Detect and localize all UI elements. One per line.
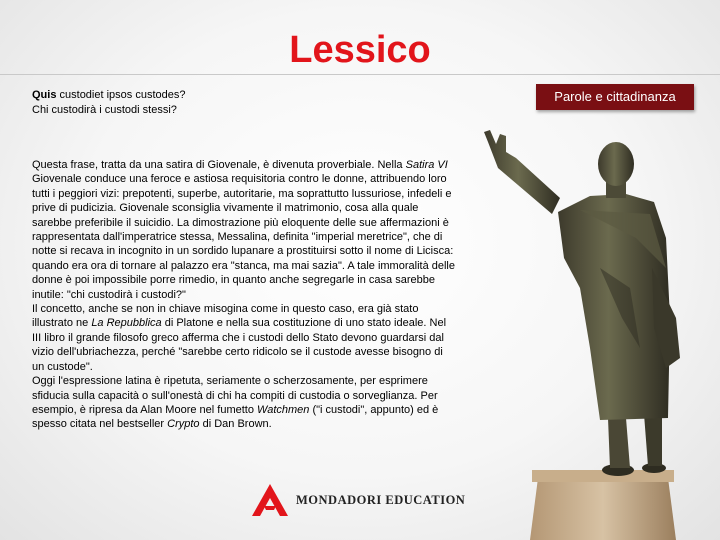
publisher-name: MONDADORI EDUCATION	[296, 492, 466, 507]
p3-italic-watchmen: Watchmen	[257, 403, 310, 416]
topic-badge: Parole e cittadinanza	[536, 84, 694, 110]
p1-italic-satira: Satira VI	[405, 159, 448, 171]
bronze-orator-statue-icon	[440, 118, 720, 540]
quote-italian-line: Chi custodirà i custodi stessi?	[32, 103, 177, 116]
quote-latin-rest: custodiet ipsos custodes?	[59, 89, 186, 101]
paragraph-1	[32, 158, 456, 302]
mondadori-a-logo-icon	[250, 482, 290, 518]
latin-quote	[32, 88, 452, 117]
p3-text-c: di Dan Brown.	[199, 418, 272, 431]
quote-latin-line	[32, 88, 452, 103]
p3-italic-crypto: Crypto	[167, 418, 200, 431]
p2-text-a: Il concetto, anche se non in chiave misogina come in questo caso, era già stato illustrato ne	[32, 303, 419, 330]
p2-italic-repubblica: La Repubblica	[91, 317, 162, 330]
p1-text-b: Giovenale conduce una feroce e astiosa requisitoria contro le donne, attribuendo loro tutti i peggiori vizi: prepotenti, superbe, autoritarie, ma soprattutto lussuriose, infedeli e prive di pudicizia. Giovenale sconsiglia vivamente il matrimonio, cosa alla quale sarebbe preferibile il suicidio. La dimostrazione più eloquente delle sue affermazioni è rappresentata dall'imperatrice stessa, Messalina, definita "imperial meretrice", che di notte si recava in incognito in un sordido lupanare a prostituirsi sotto il nome di Licisca: quando era ora di tornare al palazzo era "stanca, ma mai sazia". A tale immoralità delle donne è poi impossibile porre rimedio, in quanto anche segregarle in casa sarebbe inutile: "chi custodirà i custodi?"	[32, 173, 455, 301]
body-text	[32, 158, 456, 432]
p2-text-b: di Platone e nella sua costituzione di uno stato ideale. Nel III libro il grande filosofo greco afferma che i custodi dello Stato devono guardarsi dal vizio dell'ubriachezza, perché "sarebbe certo ridicolo se il custode avesse bisogno di un custode".	[32, 317, 447, 373]
title-divider	[0, 74, 720, 75]
quote-latin-bold-word: Quis	[32, 89, 57, 101]
p3-text-b: ("i custodi", appunto) ed è spesso citata nel bestseller	[32, 403, 439, 431]
publisher-logo	[250, 482, 480, 518]
p3-text-a: Oggi l'espressione latina è ripetuta, seriamente o scherzosamente, per esprimere sfiducia sulla capacità o sull'onestà di chi ha compiti di custodia o sorveglianza. Per esempio, è ripresa da Alan Moore nel fumetto	[32, 375, 438, 416]
p1-text-a: Questa frase, tratta da una satira di Giovenale, è divenuta proverbiale. Nella	[32, 159, 406, 171]
page-title: Lessico	[289, 29, 431, 71]
paragraph-3	[32, 374, 456, 432]
paragraph-2	[32, 302, 456, 374]
